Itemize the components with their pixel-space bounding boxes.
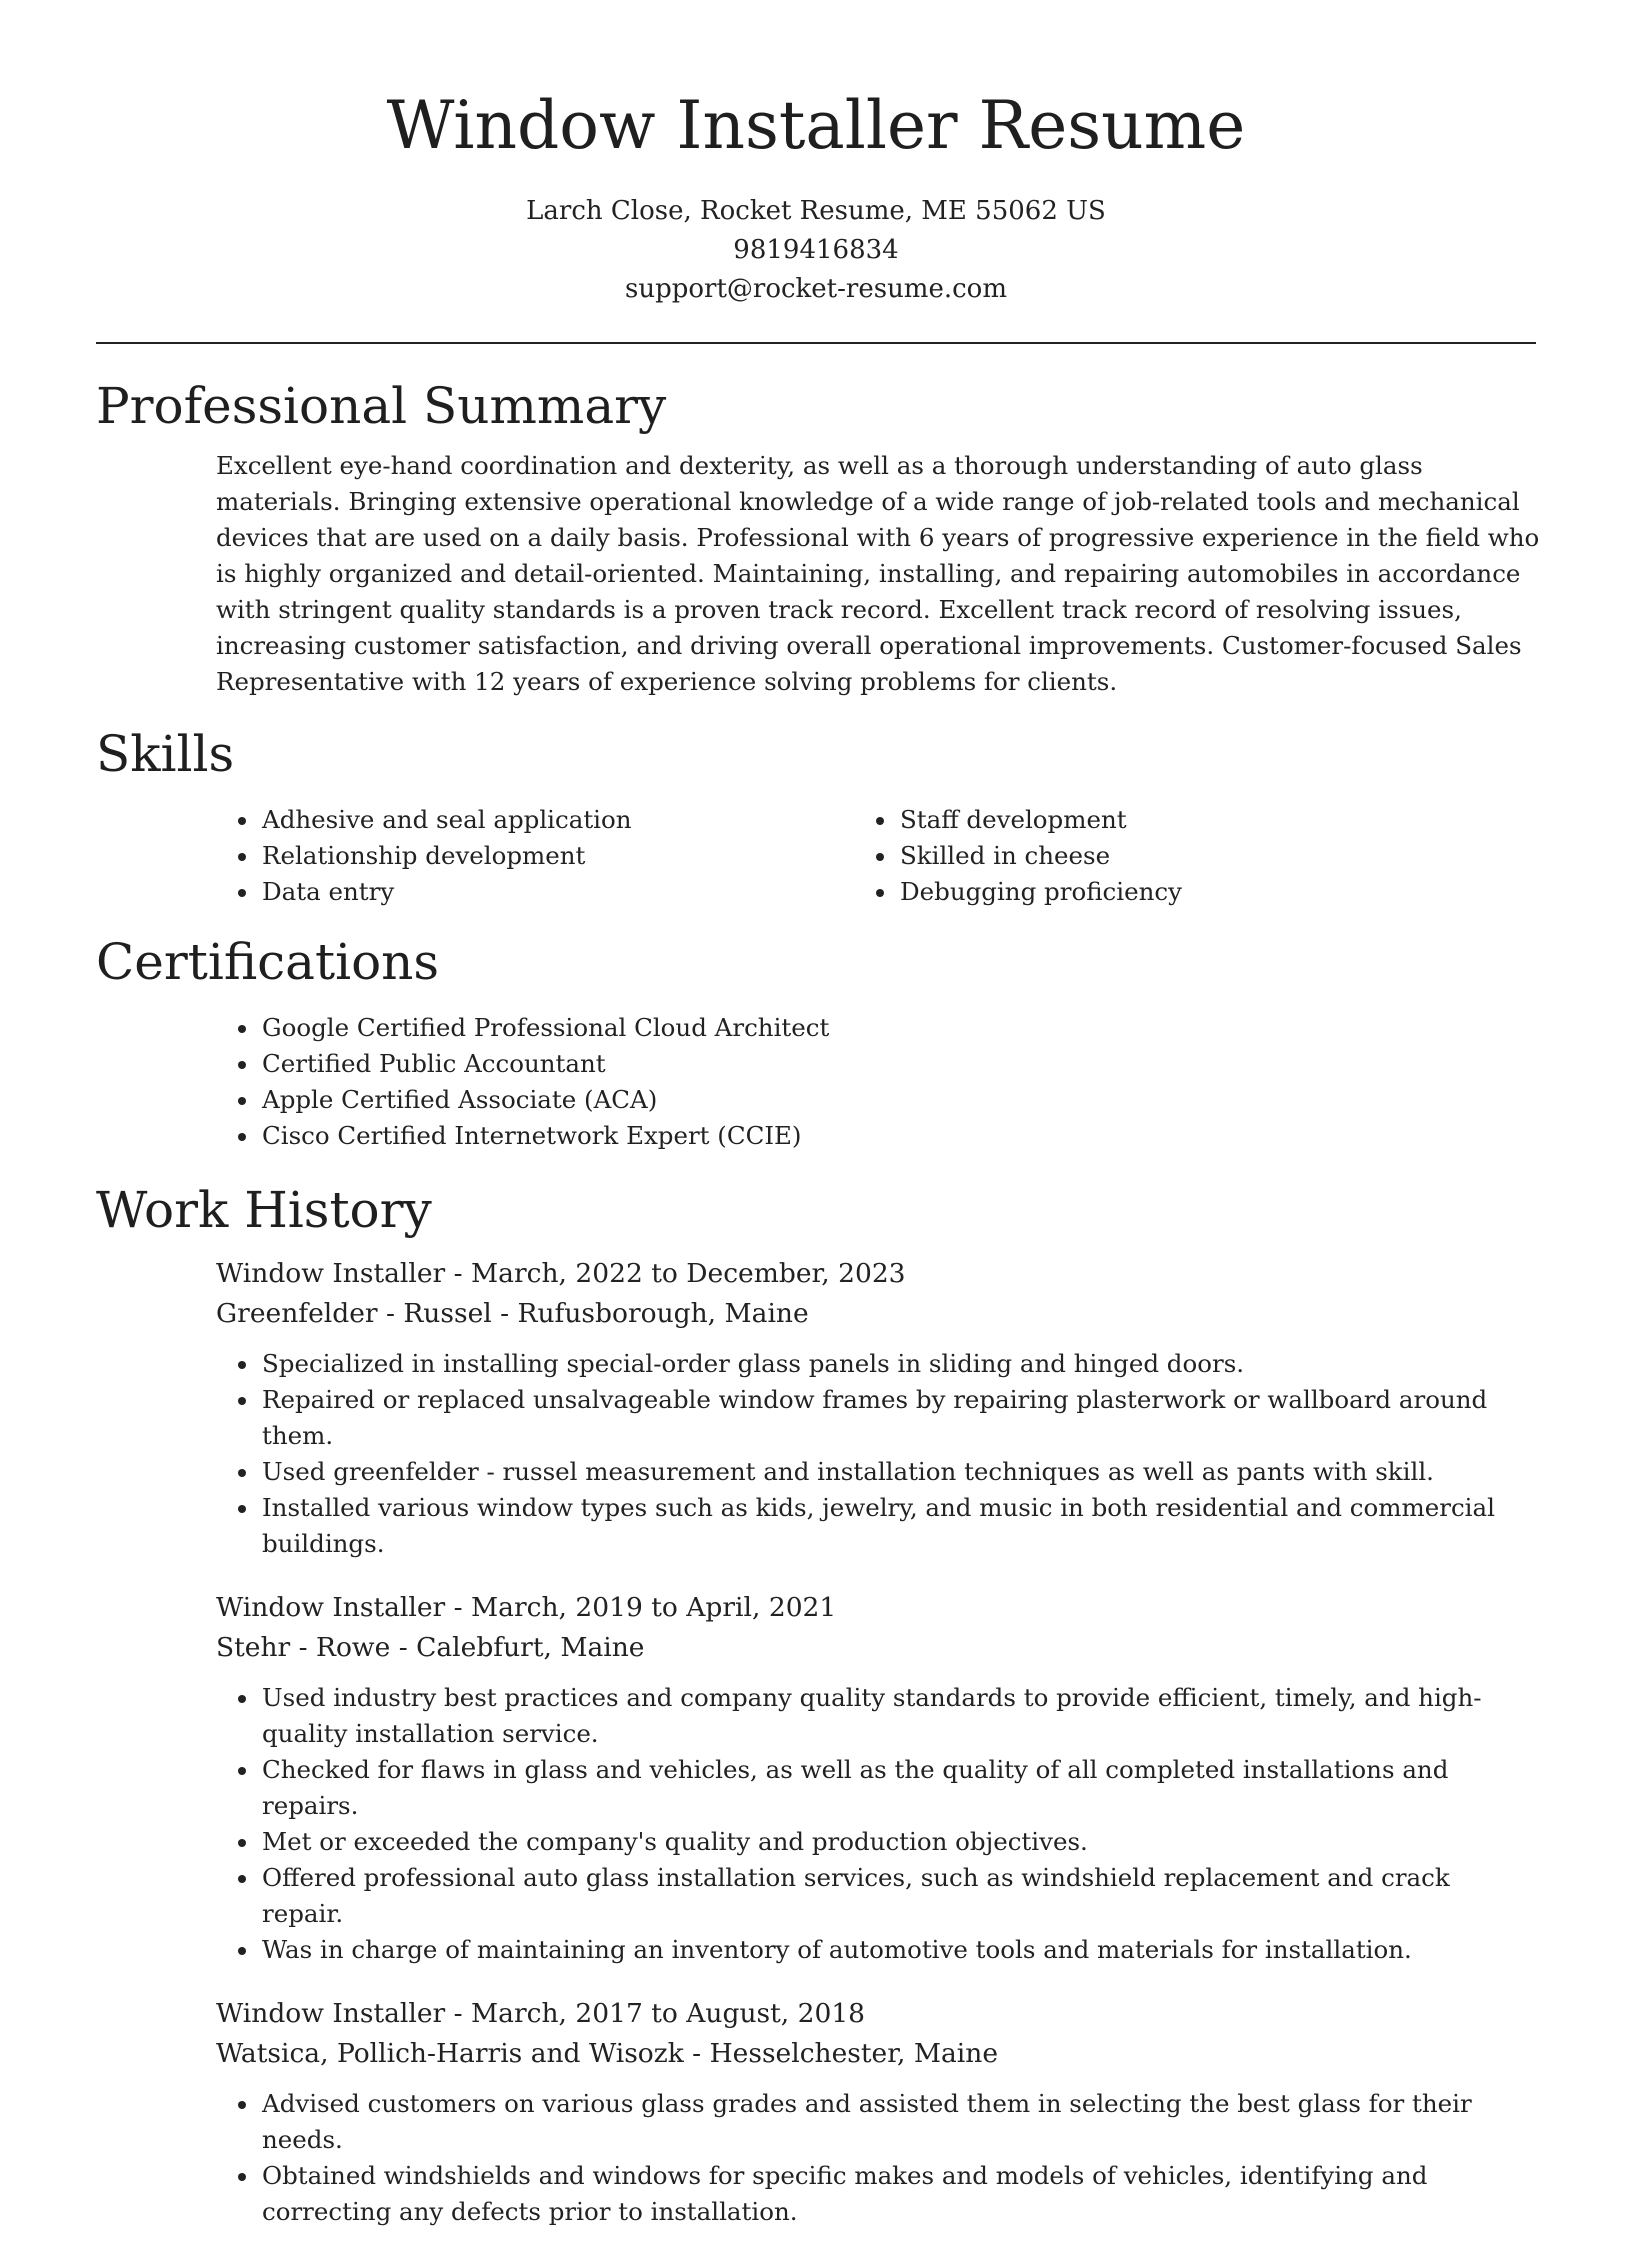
job-duty: • Specialized in installing special-order glass panels in sliding and hinged doors. (260, 1346, 1536, 1382)
job-company: Greenfelder - Russel - Rufusborough, Maine (216, 1298, 809, 1329)
job-entry (96, 1254, 1536, 1562)
summary-heading: Professional Summary (96, 377, 667, 435)
resume-header (0, 0, 1632, 309)
job-duty: • Used industry best practices and company quality standards to provide efficient, timely, and high-quality installation service. (260, 1680, 1536, 1752)
skills-columns (96, 802, 1536, 910)
work-history-heading: Work History (96, 1181, 432, 1239)
contact-phone: 9819416834 (733, 235, 899, 265)
job-duty: • Advised customers on various glass grades and assisted them in selecting the best glass for their needs. (260, 2086, 1536, 2158)
certification-item: • Google Certified Professional Cloud Architect (260, 1010, 1536, 1046)
skill-item: • Data entry (260, 874, 898, 910)
skill-item: • Skilled in cheese (898, 838, 1536, 874)
summary-text: Excellent eye-hand coordination and dexterity, as well as a thorough understanding of auto glass materials. Bringing extensive operational knowledge of a wide range of job-related tools and mechanical devices that are used on a daily basis. Professional with 6 years of progressive experience in the field who is highly organized and detail-oriented. Maintaining, installing, and repairing automobiles in accordance with stringent quality standards is a proven track record. Excellent track record of resolving issues, increasing customer satisfaction, and driving overall operational improvements. Customer-focused Sales Representative with 12 years of experience solving problems for clients. (216, 451, 1540, 696)
job-company: Stehr - Rowe - Calebfurt, Maine (216, 1632, 645, 1663)
job-company: Watsica, Pollich-Harris and Wisozk - Hesselchester, Maine (216, 2038, 998, 2069)
skill-item: • Staff development (898, 802, 1536, 838)
contact-email: support@rocket-resume.com (624, 274, 1007, 304)
job-duties (260, 1346, 1536, 1562)
job-entry (96, 1994, 1536, 2230)
skills-list-left (260, 802, 898, 910)
certification-item: • Certified Public Accountant (260, 1046, 1536, 1082)
job-duty: • Used greenfelder - russel measurement and installation techniques as well as pants with skill. (260, 1454, 1536, 1490)
skills-list-right (898, 802, 1536, 910)
skill-item: • Debugging proficiency (898, 874, 1536, 910)
job-title: Window Installer - March, 2019 to April, 2021 (216, 1592, 837, 1623)
skills-section (96, 720, 1536, 910)
job-entry (96, 1588, 1536, 1968)
job-duty: • Was in charge of maintaining an inventory of automotive tools and materials for installation. (260, 1932, 1536, 1968)
resume-title: Window Installer Resume (386, 87, 1246, 164)
job-duties (260, 1680, 1536, 1968)
job-duty: • Checked for flaws in glass and vehicles, as well as the quality of all completed installations and repairs. (260, 1752, 1536, 1824)
resume-content (96, 372, 1540, 2256)
skill-item: • Relationship development (260, 838, 898, 874)
job-title: Window Installer - March, 2017 to August, 2018 (216, 1998, 866, 2029)
contact-block (0, 192, 1632, 309)
certifications-list (260, 1010, 1536, 1154)
job-duty: • Obtained windshields and windows for specific makes and models of vehicles, identifying and correcting any defects prior to installation. (260, 2158, 1536, 2230)
certification-item: • Cisco Certified Internetwork Expert (CCIE) (260, 1118, 1536, 1154)
header-divider (96, 342, 1536, 344)
job-duty: • Repaired or replaced unsalvageable window frames by repairing plasterwork or wallboard around them. (260, 1382, 1536, 1454)
skill-item: • Adhesive and seal application (260, 802, 898, 838)
certifications-section (96, 928, 1536, 1154)
contact-address: Larch Close, Rocket Resume, ME 55062 US (526, 196, 1106, 226)
job-title: Window Installer - March, 2022 to December, 2023 (216, 1258, 906, 1289)
summary-section (96, 372, 1540, 700)
certifications-heading: Certifications (96, 933, 440, 991)
certification-item: • Apple Certified Associate (ACA) (260, 1082, 1536, 1118)
work-history-section (96, 1176, 1536, 2230)
job-duty: • Offered professional auto glass installation services, such as windshield replacement and crack repair. (260, 1860, 1536, 1932)
skills-heading: Skills (96, 725, 235, 783)
job-duty: • Installed various window types such as kids, jewelry, and music in both residential and commercial buildings. (260, 1490, 1536, 1562)
job-duties (260, 2086, 1536, 2230)
job-duty: • Met or exceeded the company's quality and production objectives. (260, 1824, 1536, 1860)
